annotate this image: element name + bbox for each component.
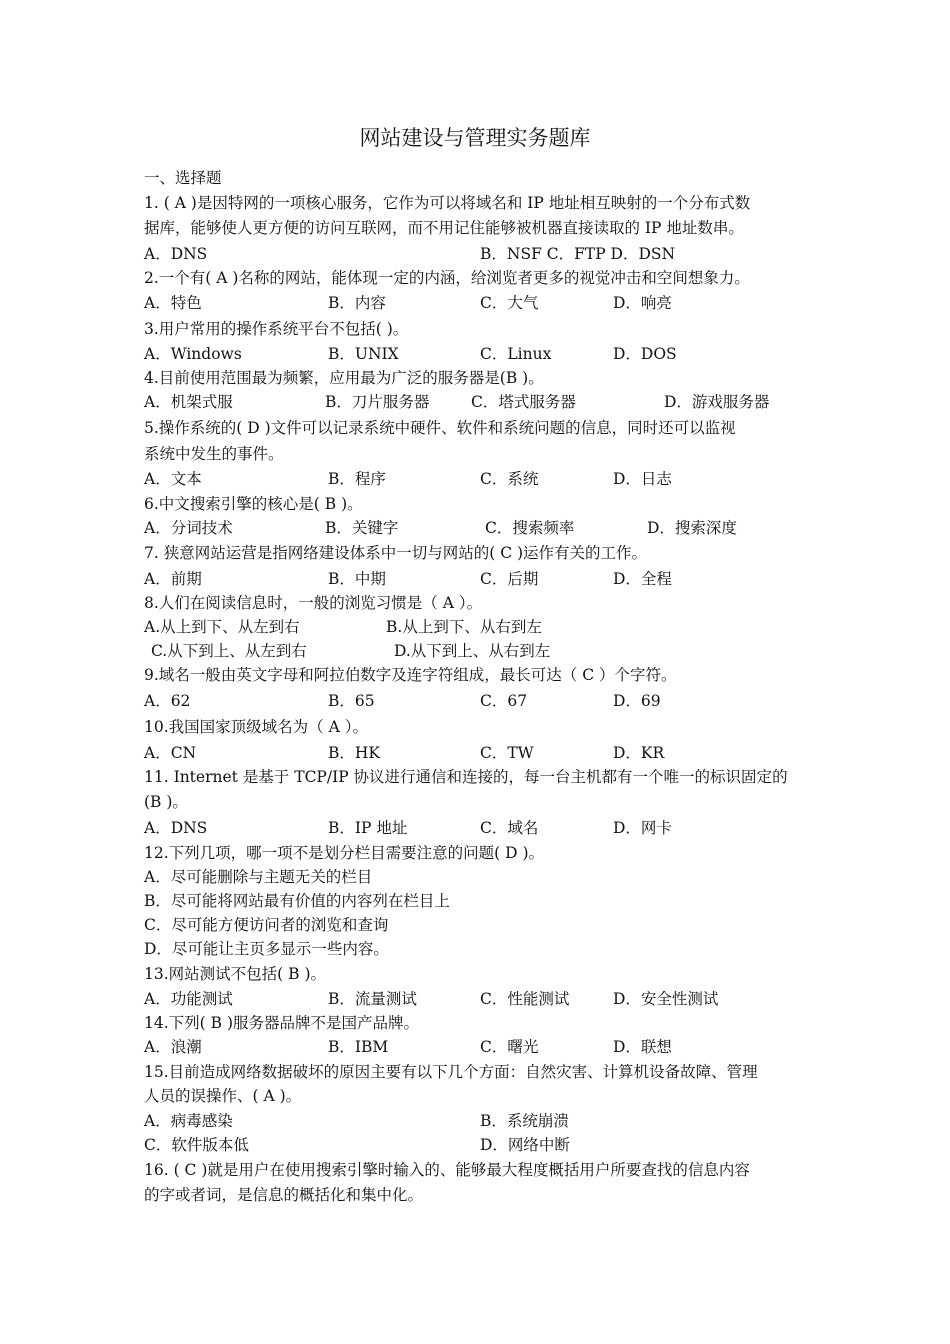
question-8-option: C.从下到上、从左到右 <box>151 642 307 660</box>
question-1-option: B．NSF C．FTP D．DSN <box>480 245 676 263</box>
question-6-option: A．分词技术 <box>144 519 233 537</box>
question-4-line-1: 4.目前使用范围最为频繁，应用最为广泛的服务器是(B )。 <box>144 369 544 387</box>
question-12-option: A．尽可能删除与主题无关的栏目 <box>144 868 373 886</box>
question-13-option: C．性能测试 <box>480 990 570 1008</box>
question-9-line-1: 9.域名一般由英文字母和阿拉伯数字及连字符组成，最长可达（ C ）个字符。 <box>144 666 677 684</box>
question-11-option: D．网卡 <box>613 819 672 837</box>
question-9-option: C．67 <box>480 692 528 710</box>
question-7-option: D．全程 <box>613 570 672 588</box>
question-2-line-1: 2.一个有( A )名称的网站，能体现一定的内涵，给浏览者更多的视觉冲击和空间想象力。 <box>144 269 750 287</box>
question-7-option: C．后期 <box>480 570 539 588</box>
question-11-option: B．IP 地址 <box>328 819 408 837</box>
question-8-line-1: 8.人们在阅读信息时，一般的浏览习惯是（ A ）。 <box>144 594 483 612</box>
question-6-option: C．搜索频率 <box>485 519 575 537</box>
question-7-option: A．前期 <box>144 570 202 588</box>
question-15-option: B．系统崩溃 <box>480 1112 569 1130</box>
question-15-line-1: 15.目前造成网络数据破坏的原因主要有以下几个方面：自然灾害、计算机设备故障、管理 <box>144 1063 758 1081</box>
question-9-option: B．65 <box>328 692 375 710</box>
question-8-option: D.从下到上、从右到左 <box>394 642 551 660</box>
question-2-option: A．特色 <box>144 294 202 312</box>
question-5-option: A．文本 <box>144 470 202 488</box>
question-12-line-1: 12.下列几项，哪一项不是划分栏目需要注意的问题( D )。 <box>144 844 545 862</box>
question-16-line-2: 的字或者词，是信息的概括化和集中化。 <box>144 1186 424 1204</box>
question-10-option: B．HK <box>328 744 380 762</box>
question-9-option: A．62 <box>144 692 191 710</box>
question-6-option: D．搜索深度 <box>647 519 737 537</box>
question-11-option: A．DNS <box>144 819 208 837</box>
question-3-option: A．Windows <box>144 345 242 363</box>
question-8-option: B.从上到下、从右到左 <box>386 618 542 636</box>
question-16-line-1: 16. ( C )就是用户在使用搜索引擎时输入的、能够最大程度概括用户所要查找的信息内容 <box>144 1161 750 1179</box>
question-2-option: D．响亮 <box>613 294 672 312</box>
question-14-option: C．曙光 <box>480 1038 539 1056</box>
section-heading: 一、选择题 <box>144 169 222 187</box>
question-13-option: D．安全性测试 <box>613 990 719 1008</box>
question-3-option: D．DOS <box>613 345 677 363</box>
question-14-option: D．联想 <box>613 1038 672 1056</box>
question-3-line-1: 3.用户常用的操作系统平台不包括( )。 <box>144 320 409 338</box>
question-15-option: A．病毒感染 <box>144 1112 233 1130</box>
question-10-line-1: 10.我国国家顶级域名为（ A ）。 <box>144 718 368 736</box>
question-4-option: D．游戏服务器 <box>664 393 770 411</box>
question-14-option: A．浪潮 <box>144 1038 202 1056</box>
question-10-option: C．TW <box>480 744 534 762</box>
question-15-option: D．网络中断 <box>480 1136 570 1154</box>
question-13-line-1: 13.网站测试不包括( B )。 <box>144 965 326 983</box>
question-4-option: B．刀片服务器 <box>325 393 430 411</box>
question-1-line-1: 1. ( A )是因特网的一项核心服务，它作为可以将域名和 IP 地址相互映射的一个分布式数 <box>144 194 751 212</box>
question-13-option: A．功能测试 <box>144 990 233 1008</box>
question-15-line-2: 人员的误操作、( A )。 <box>144 1087 302 1105</box>
question-6-option: B．关键字 <box>325 519 399 537</box>
question-15-option: C．软件版本低 <box>144 1136 249 1154</box>
question-3-option: C．Linux <box>480 345 552 363</box>
question-14-line-1: 14.下列( B )服务器品牌不是国产品牌。 <box>144 1014 419 1032</box>
question-2-option: C．大气 <box>480 294 539 312</box>
question-5-line-2: 系统中发生的事件。 <box>144 445 284 463</box>
question-8-option: A.从上到下、从左到右 <box>144 618 300 636</box>
question-13-option: B．流量测试 <box>328 990 417 1008</box>
question-11-line-1: 11. Internet 是基于 TCP/IP 协议进行通信和连接的，每一台主机都有一个唯一的标识固定的 <box>144 768 788 786</box>
question-7-line-1: 7. 狭意网站运营是指网络建设体系中一切与网站的( C )运作有关的工作。 <box>144 544 648 562</box>
question-2-option: B．内容 <box>328 294 386 312</box>
question-10-option: D．KR <box>613 744 665 762</box>
question-1-option: A．DNS <box>144 245 208 263</box>
question-12-option: B．尽可能将网站最有价值的内容列在栏目上 <box>144 892 450 910</box>
question-12-option: C．尽可能方便访问者的浏览和查询 <box>144 916 389 934</box>
question-5-option: C．系统 <box>480 470 539 488</box>
question-11-option: C．域名 <box>480 819 539 837</box>
question-5-option: D．日志 <box>613 470 672 488</box>
question-5-line-1: 5.操作系统的( D )文件可以记录系统中硬件、软件和系统问题的信息，同时还可以监视 <box>144 419 736 437</box>
question-9-option: D．69 <box>613 692 661 710</box>
question-1-line-2: 据库，能够使人更方便的访问互联网，而不用记住能够被机器直接读取的 IP 地址数串。 <box>144 219 744 237</box>
question-5-option: B．程序 <box>328 470 386 488</box>
question-12-option: D．尽可能让主页多显示一些内容。 <box>144 940 389 958</box>
question-14-option: B．IBM <box>328 1038 389 1056</box>
question-4-option: A．机架式服 <box>144 393 233 411</box>
page-title: 网站建设与管理实务题库 <box>359 126 591 150</box>
question-7-option: B．中期 <box>328 570 386 588</box>
question-11-line-2: (B )。 <box>144 793 188 811</box>
question-10-option: A．CN <box>144 744 197 762</box>
question-6-line-1: 6.中文搜索引擎的核心是( B )。 <box>144 495 363 513</box>
question-3-option: B．UNIX <box>328 345 399 363</box>
question-4-option: C．塔式服务器 <box>471 393 576 411</box>
